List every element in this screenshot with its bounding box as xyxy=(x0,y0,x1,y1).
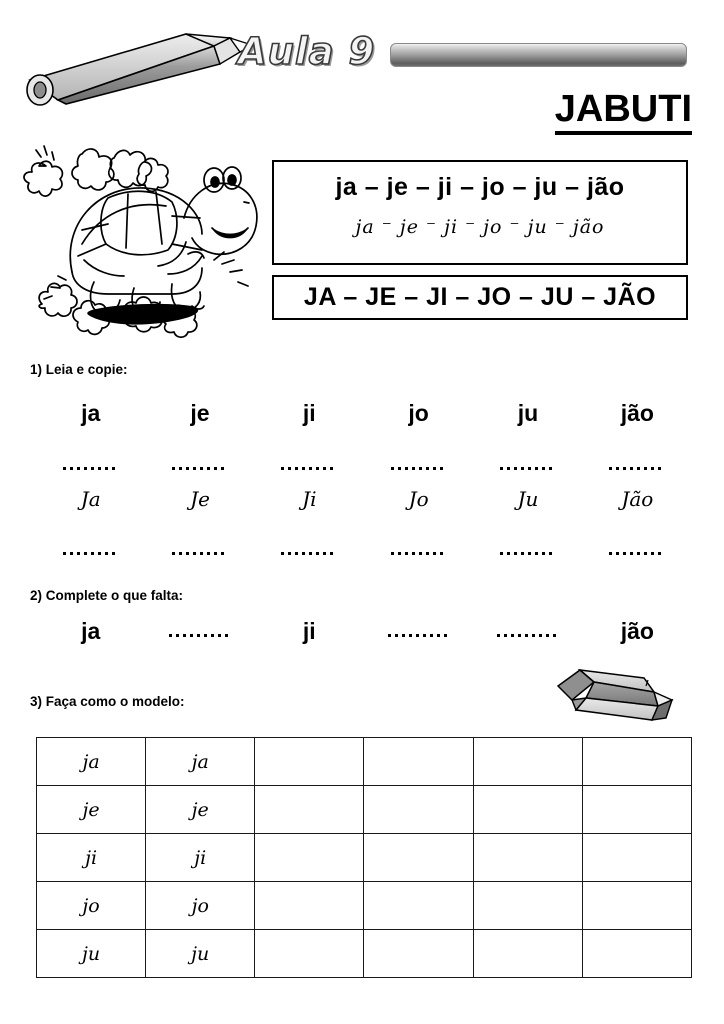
table-cell-empty[interactable] xyxy=(364,930,473,978)
dotted-line[interactable] xyxy=(145,460,254,472)
dotted-line[interactable] xyxy=(36,545,145,557)
table-cell-empty[interactable] xyxy=(582,930,691,978)
table-cell: jo xyxy=(146,882,255,930)
cursive-cell: Ju xyxy=(517,487,539,511)
table-row xyxy=(37,882,692,930)
table-cell-empty[interactable] xyxy=(473,738,582,786)
syllable-cell: jão xyxy=(620,400,654,426)
table-cell: je xyxy=(37,786,146,834)
cursive-cell: Jão xyxy=(621,487,654,511)
dotted-line[interactable] xyxy=(255,545,364,557)
table-cell-empty[interactable] xyxy=(364,882,473,930)
exercise-1-writing-line-top xyxy=(36,460,692,472)
table-cell-empty[interactable] xyxy=(582,882,691,930)
dotted-line[interactable] xyxy=(36,460,145,472)
table-cell: je xyxy=(146,786,255,834)
syllables-print-lowercase: ja – je – ji – jo – ju – jão xyxy=(335,173,625,201)
table-cell-empty[interactable] xyxy=(364,738,473,786)
exercise-1-writing-line-bottom xyxy=(36,545,692,557)
blank-answer-slot[interactable] xyxy=(145,616,254,628)
exercise-1-print-row xyxy=(36,398,692,428)
syllable-box-uppercase xyxy=(272,275,688,320)
lesson-title: Aula 9 xyxy=(238,30,376,73)
table-cell: ji xyxy=(146,834,255,882)
dotted-line[interactable] xyxy=(364,545,473,557)
tortoise-illustration xyxy=(16,132,264,340)
table-cell-empty[interactable] xyxy=(582,834,691,882)
table-cell-empty[interactable] xyxy=(473,930,582,978)
table-cell-empty[interactable] xyxy=(473,882,582,930)
syllable-box-lowercase xyxy=(272,160,688,265)
cursive-cell: Ja xyxy=(80,487,101,511)
page-title xyxy=(0,88,692,131)
dotted-line[interactable] xyxy=(583,545,692,557)
dotted-line[interactable] xyxy=(473,545,582,557)
dotted-line[interactable] xyxy=(255,460,364,472)
cursive-cell: Jo xyxy=(408,487,429,511)
exercise-2-row xyxy=(36,616,692,646)
exercise-1-cursive-row xyxy=(36,484,692,514)
syllable-cell: ji xyxy=(302,618,316,644)
table-cell-empty[interactable] xyxy=(473,834,582,882)
exercise-1-heading: 1) Leia e copie: xyxy=(30,362,128,377)
model-table xyxy=(36,737,692,978)
blank-answer-slot[interactable] xyxy=(473,616,582,628)
table-cell: ju xyxy=(146,930,255,978)
cursive-cell: Je xyxy=(190,487,210,511)
syllable-cell: jão xyxy=(620,618,654,644)
exercise-2-heading: 2) Complete o que falta: xyxy=(30,588,184,603)
table-cell-empty[interactable] xyxy=(364,786,473,834)
table-cell: ji xyxy=(37,834,146,882)
page-title-text: JABUTI xyxy=(555,88,692,135)
table-cell-empty[interactable] xyxy=(255,882,364,930)
table-cell-empty[interactable] xyxy=(582,786,691,834)
table-cell-empty[interactable] xyxy=(582,738,691,786)
table-cell-empty[interactable] xyxy=(473,786,582,834)
page-header xyxy=(0,0,724,130)
pencil-icon xyxy=(548,658,674,734)
table-cell-empty[interactable] xyxy=(255,930,364,978)
exercise-3-heading: 3) Faça como o modelo: xyxy=(30,694,185,709)
table-cell-empty[interactable] xyxy=(364,834,473,882)
table-cell: jo xyxy=(37,882,146,930)
syllables-print-uppercase: JA – JE – JI – JO – JU – JÃO xyxy=(303,283,657,311)
header-gradient-bar xyxy=(390,43,687,67)
table-cell-empty[interactable] xyxy=(255,786,364,834)
table-row xyxy=(37,930,692,978)
table-row xyxy=(37,738,692,786)
syllable-cell: ju xyxy=(517,400,539,426)
dotted-line[interactable] xyxy=(364,460,473,472)
cursive-cell: Ji xyxy=(302,487,317,511)
syllables-cursive-lowercase: ja ⁻ je ⁻ ji ⁻ jo ⁻ ju ⁻ jão xyxy=(355,216,605,238)
syllable-cell: jo xyxy=(408,400,429,426)
table-row xyxy=(37,786,692,834)
dotted-line[interactable] xyxy=(145,545,254,557)
dotted-line[interactable] xyxy=(583,460,692,472)
table-cell-empty[interactable] xyxy=(255,738,364,786)
table-cell: ja xyxy=(146,738,255,786)
table-cell: ja xyxy=(37,738,146,786)
syllable-cell: ja xyxy=(81,618,101,644)
table-cell: ju xyxy=(37,930,146,978)
table-row xyxy=(37,834,692,882)
dotted-line[interactable] xyxy=(473,460,582,472)
syllable-cell: ji xyxy=(302,400,316,426)
syllable-cell: je xyxy=(190,400,210,426)
syllable-cell: ja xyxy=(81,400,101,426)
table-cell-empty[interactable] xyxy=(255,834,364,882)
blank-answer-slot[interactable] xyxy=(364,616,473,628)
